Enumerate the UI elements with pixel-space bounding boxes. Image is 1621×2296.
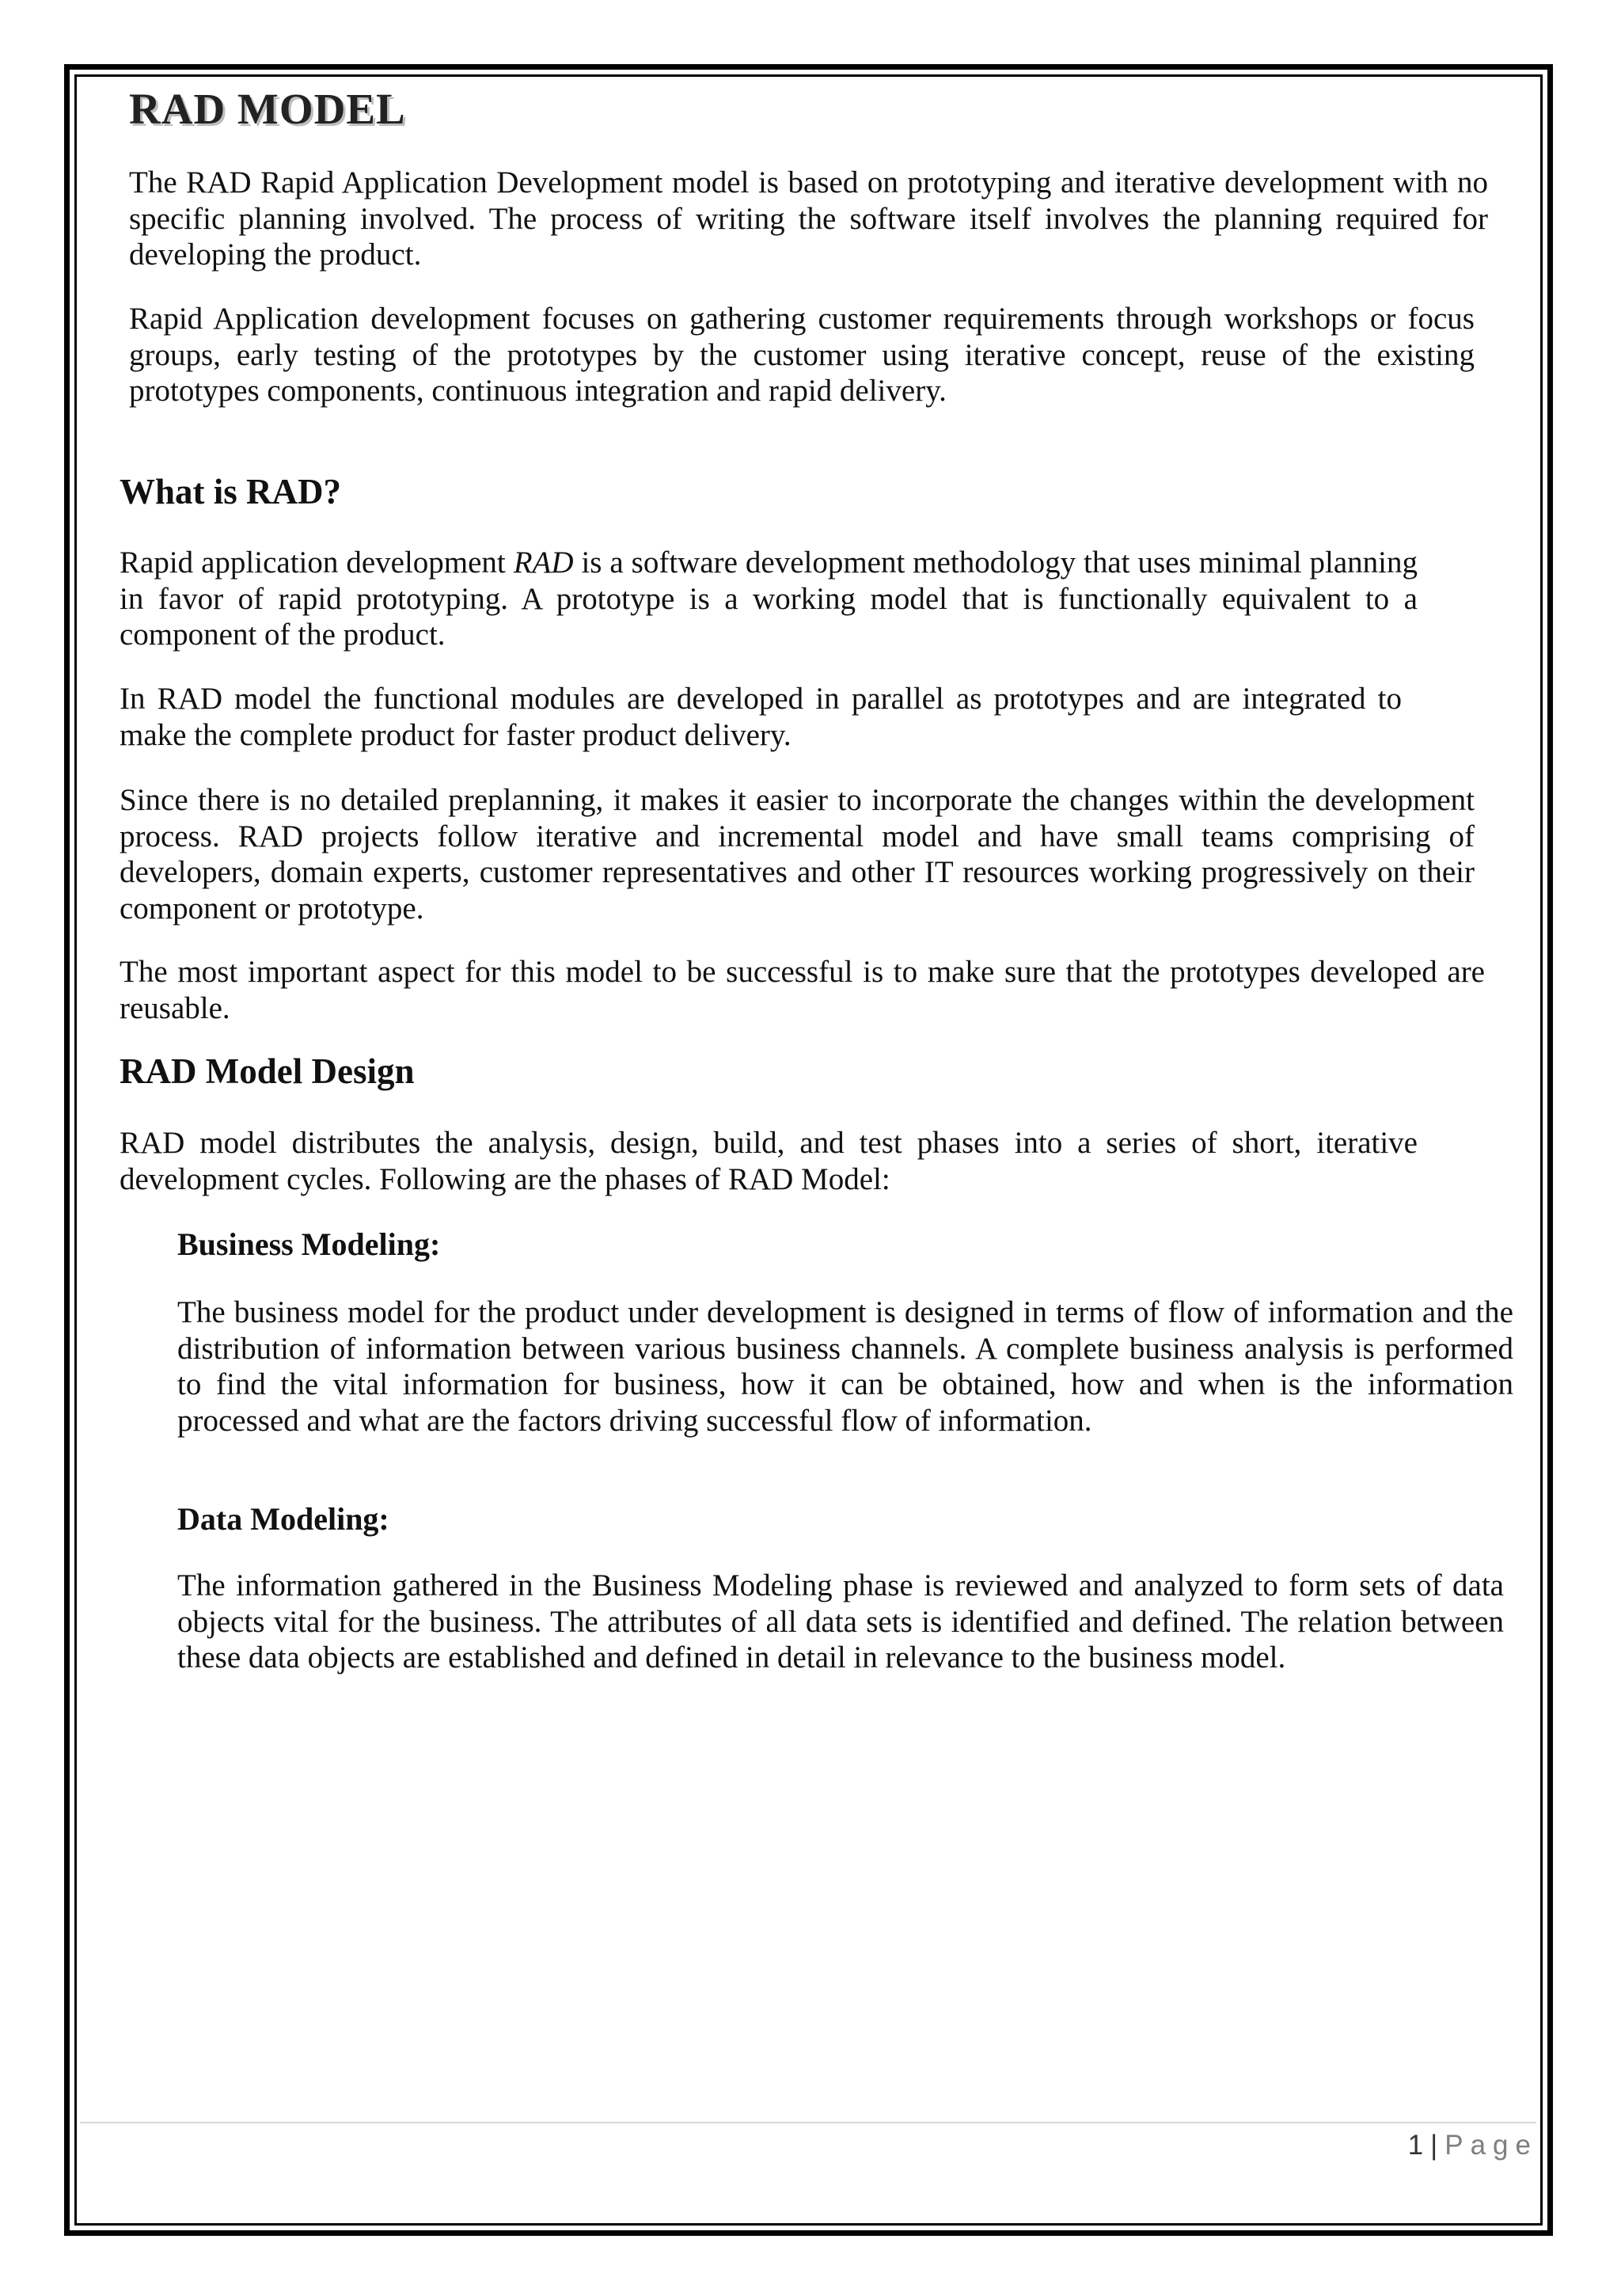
what-is-rad-paragraph-4: The most important aspect for this model to be successful is to make sure that the prototypes developed are reusable. — [120, 955, 1485, 1025]
page-number: 1 — [1407, 2130, 1425, 2161]
what-is-rad-paragraph-1 — [120, 545, 1418, 653]
document-title: RAD MODEL — [129, 85, 406, 133]
section-heading-what-is-rad: What is RAD? — [120, 472, 342, 511]
what-is-rad-p1-start: Rapid application development — [120, 545, 514, 580]
what-is-rad-p1-end: is a software development methodology that uses minimal planning in favor of rapid prototyping. A prototype is a working model that is functionally equivalent to a component of the product. — [120, 545, 1418, 652]
data-modeling-paragraph: The information gathered in the Business Modeling phase is reviewed and analyzed to form sets of data objects vital for the business. The attributes of all data sets is identified and defined. The relation between these data objects are established and defined in detail in relevance to the business model. — [177, 1568, 1504, 1674]
intro-paragraph-2: Rapid Application development focuses on gathering customer requirements through workshops or focus groups, early testing of the prototypes by the customer using iterative concept, reuse of the existing prototypes components, continuous integration and rapid delivery. — [129, 302, 1475, 408]
subheading-business-modeling: Business Modeling: — [177, 1226, 441, 1262]
what-is-rad-paragraph-2: In RAD model the functional modules are developed in parallel as prototypes and are integrated to make the complete product for faster product delivery. — [120, 682, 1402, 752]
what-is-rad-paragraph-3: Since there is no detailed preplanning, it makes it easier to incorporate the changes within the development process. RAD projects follow iterative and incremental model and have small teams comprising of developers, domain experts, customer representatives and other IT resources working progressively on their component or prototype. — [120, 783, 1475, 926]
design-paragraph-1: RAD model distributes the analysis, design, build, and test phases into a series of short, iterative development cycles. Following are the phases of RAD Model: — [120, 1126, 1418, 1196]
section-heading-rad-model-design: RAD Model Design — [120, 1051, 415, 1091]
footer-divider — [80, 2122, 1536, 2123]
subheading-data-modeling: Data Modeling: — [177, 1501, 389, 1537]
business-modeling-paragraph: The business model for the product under development is designed in terms of flow of information and the distribution of information between various business channels. A complete business analysis is performed to find the vital information for business, how it can be obtained, how and when is the information processed and what are the factors driving successful flow of information. — [177, 1295, 1513, 1438]
rad-italic-term: RAD — [513, 545, 574, 580]
intro-paragraph-1: The RAD Rapid Application Development model is based on prototyping and iterative development with no specific planning involved. The process of writing the software itself involves the planning required for developing the product. — [129, 165, 1488, 272]
footer-separator: | — [1430, 2130, 1439, 2161]
page-footer — [1408, 2130, 1538, 2161]
page-label: Page — [1444, 2130, 1538, 2161]
